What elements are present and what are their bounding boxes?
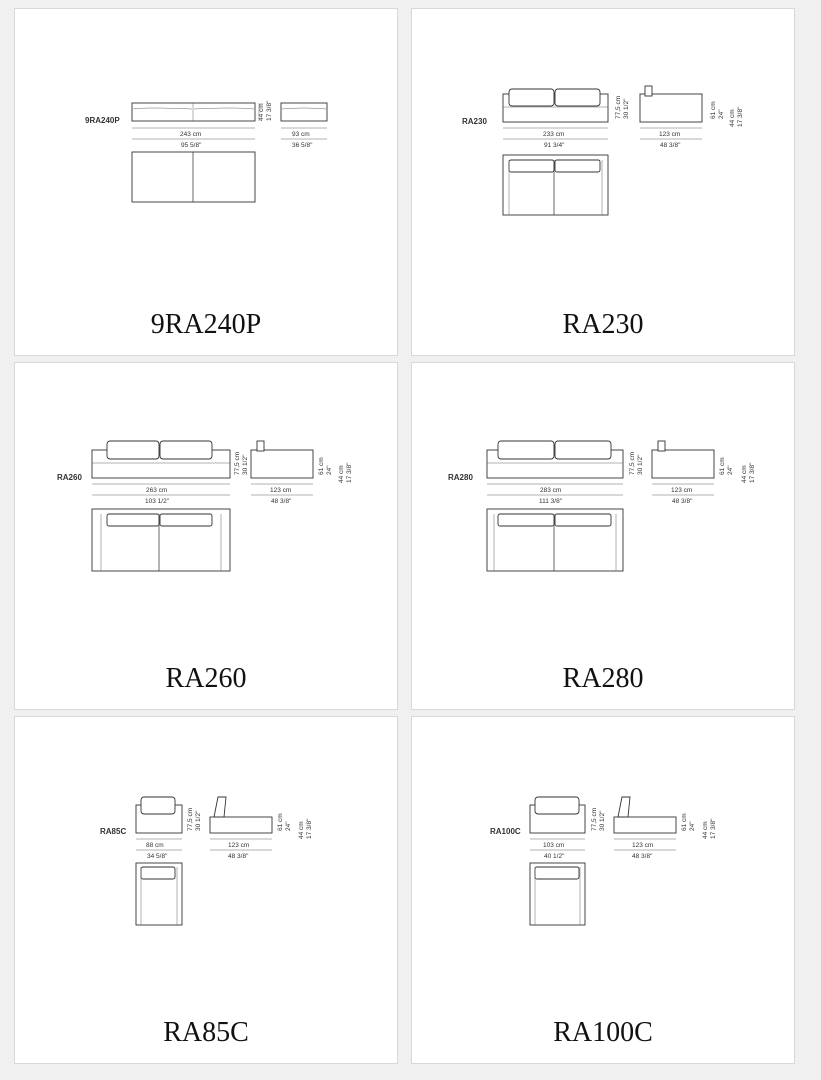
height-in: 17 3/8" (266, 100, 273, 121)
depth-cm: 123 cm (270, 487, 292, 494)
back-in: 24" (727, 465, 734, 475)
seat-in: 17 3/8" (737, 106, 744, 127)
width-in: 91 3/4" (544, 142, 565, 149)
depth-in: 48 3/8" (632, 853, 653, 860)
product-card-ra100c[interactable] (411, 716, 795, 1064)
drawing-ra85c (15, 717, 399, 1065)
back-in: 24" (326, 465, 333, 475)
code-label: RA260 (57, 473, 82, 482)
code-label: 9RA240P (85, 116, 120, 125)
drawing-ra230 (412, 9, 796, 357)
height-in: 30 1/2" (623, 98, 630, 119)
height-in: 30 1/2" (195, 810, 202, 831)
ottoman-front-view (281, 103, 327, 121)
height-cm: 77,5 cm (234, 451, 241, 475)
height-in: 30 1/2" (242, 454, 249, 475)
back-cm: 61 cm (681, 813, 688, 831)
width-in: 111 3/8" (539, 498, 563, 505)
width-cm: 233 cm (543, 131, 565, 138)
sofa-front-view (132, 103, 255, 121)
chair-side-view (210, 817, 272, 833)
height-in: 30 1/2" (599, 810, 606, 831)
back-cm: 61 cm (277, 813, 284, 831)
height-cm: 77,5 cm (591, 807, 598, 831)
back-cm: 61 cm (710, 101, 717, 119)
depth-in: 48 3/8" (672, 498, 693, 505)
drawing-ra280 (412, 363, 796, 711)
back-cm: 61 cm (318, 457, 325, 475)
seat-cm: 44 cm (741, 465, 748, 483)
seat-cm: 44 cm (338, 465, 345, 483)
seat-cm: 44 cm (729, 109, 736, 127)
seat-in: 17 3/8" (710, 818, 717, 839)
product-card-ra260[interactable] (14, 362, 398, 710)
seat-in: 17 3/8" (346, 462, 353, 483)
product-title: RA100C (553, 1017, 653, 1048)
width-in: 95 5/8" (181, 142, 202, 149)
width-in: 40 1/2" (544, 853, 565, 860)
drawing-ra100c (412, 717, 796, 1065)
height-cm: 44 cm (258, 103, 265, 121)
product-title: RA260 (165, 663, 247, 694)
product-card-ra230[interactable] (411, 8, 795, 356)
code-label: RA85C (100, 827, 127, 836)
back-in: 24" (689, 821, 696, 831)
product-title: 9RA240P (150, 309, 262, 340)
seat-cm: 44 cm (298, 821, 305, 839)
seat-in: 17 3/8" (306, 818, 313, 839)
code-label: RA230 (462, 117, 487, 126)
ottoman-cm: 93 cm (292, 131, 310, 138)
height-cm: 77,5 cm (187, 807, 194, 831)
code-label: RA100C (490, 827, 521, 836)
width-cm: 283 cm (540, 487, 562, 494)
product-card-ra85c[interactable] (14, 716, 398, 1064)
seat-cm: 44 cm (702, 821, 709, 839)
height-cm: 77,5 cm (615, 95, 622, 119)
drawing-ra260 (15, 363, 399, 711)
back-in: 24" (718, 109, 725, 119)
seat-in: 17 3/8" (749, 462, 756, 483)
back-cm: 61 cm (719, 457, 726, 475)
width-cm: 103 cm (543, 842, 565, 849)
depth-cm: 123 cm (659, 131, 681, 138)
ottoman-in: 36 5/8" (292, 142, 313, 149)
sofa-top-view (132, 152, 255, 202)
width-in: 34 5/8" (147, 853, 168, 860)
depth-cm: 123 cm (228, 842, 250, 849)
sofa-side-view (251, 450, 313, 478)
width-cm: 263 cm (146, 487, 168, 494)
product-card-ra280[interactable] (411, 362, 795, 710)
product-title: RA280 (562, 663, 644, 694)
depth-in: 48 3/8" (660, 142, 681, 149)
sofa-side-view (652, 450, 714, 478)
drawing-9ra240p (15, 9, 399, 357)
height-cm: 77,5 cm (629, 451, 636, 475)
product-card-9ra240p[interactable] (14, 8, 398, 356)
chair-side-view (614, 817, 676, 833)
depth-in: 48 3/8" (271, 498, 292, 505)
depth-cm: 123 cm (671, 487, 693, 494)
product-title: RA85C (163, 1017, 249, 1048)
code-label: RA280 (448, 473, 473, 482)
product-title: RA230 (562, 309, 644, 340)
width-in: 103 1/2" (145, 498, 169, 505)
height-in: 30 1/2" (637, 454, 644, 475)
width-cm: 88 cm (146, 842, 164, 849)
depth-cm: 123 cm (632, 842, 654, 849)
back-in: 24" (285, 821, 292, 831)
sofa-side-view (640, 94, 702, 122)
width-cm: 243 cm (180, 131, 202, 138)
depth-in: 48 3/8" (228, 853, 249, 860)
